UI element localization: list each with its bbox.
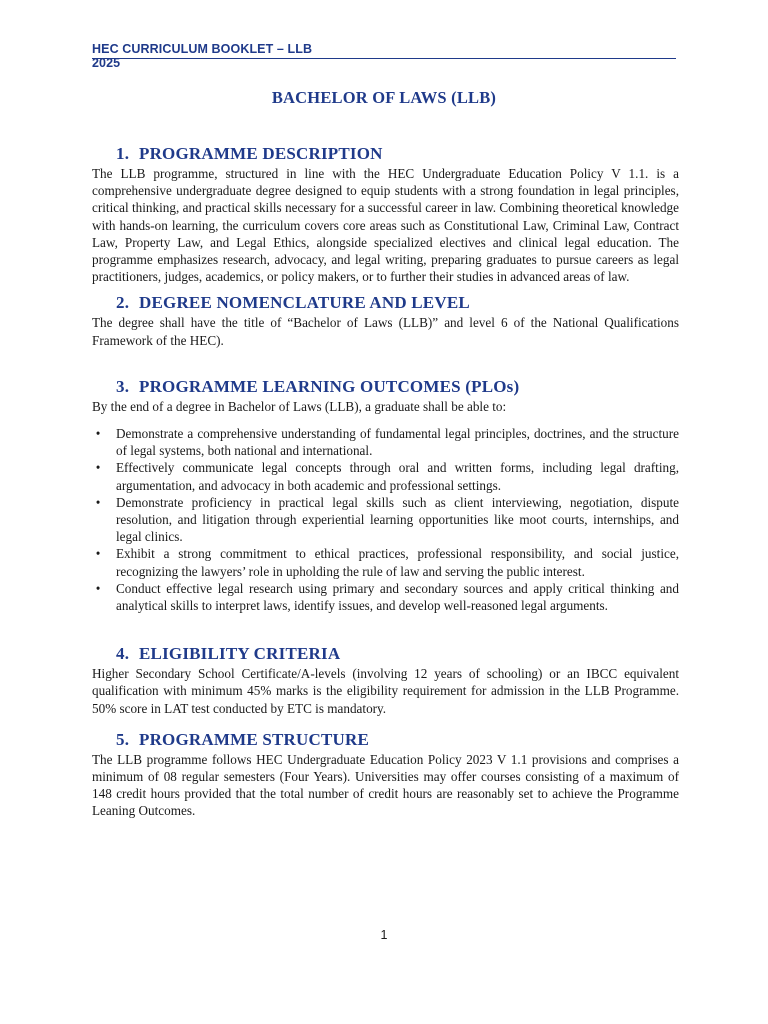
plo-text: Demonstrate a comprehensive understanding of fundamental legal principles, doctrines, and the structure of legal systems, both national and international. [116, 426, 679, 459]
plo-text: Exhibit a strong commitment to ethical practices, professional responsibility, and social justice, recognizing the lawyers’ role in upholding the rule of law and serving the public interest. [116, 546, 679, 579]
section-number: 4. [116, 644, 130, 664]
plo-text: Demonstrate proficiency in practical legal skills such as client interviewing, negotiation, dispute resolution, and litigation through experiential learning opportunities like moot courts, internships, and legal clinics. [116, 494, 679, 545]
header-divider [92, 58, 676, 59]
plo-item [92, 580, 679, 614]
document-body [92, 144, 679, 820]
section-heading-text: PROGRAMME STRUCTURE [139, 729, 369, 749]
bullet-icon: • [95, 426, 101, 442]
section-number: 1. [116, 144, 130, 163]
section-heading [92, 644, 679, 664]
plo-text: Conduct effective legal research using primary and secondary sources and apply critical thinking and analytical skills to interpret laws, identify issues, and develop well-reasoned legal arguments. [116, 580, 679, 614]
running-header: HEC CURRICULUM BOOKLET – LLB 2025 [92, 42, 313, 70]
section-heading [92, 293, 679, 313]
section-heading [92, 144, 679, 164]
plo-item [92, 459, 679, 493]
section-heading-text: DEGREE NOMENCLATURE AND LEVEL [139, 293, 470, 313]
section-eligibility-criteria [92, 644, 679, 717]
plo-item [92, 494, 679, 546]
plo-list [92, 425, 679, 614]
section-heading [92, 377, 679, 397]
section-number: 2. [116, 293, 130, 313]
page-number: 1 [380, 928, 388, 942]
section-body: The LLB programme follows HEC Undergraduate Education Policy 2023 V 1.1 provisions and comprises a minimum of 08 regular semesters (Four Years). Universities may offer courses consisting of a maximum of 148 credit hours provided that the total number of credit hours are reasonably set to achieve the Programme Leaning Outcomes. [92, 751, 679, 819]
section-number: 5. [116, 729, 130, 749]
bullet-icon: • [95, 580, 101, 596]
section-body: Higher Secondary School Certificate/A-levels (involving 12 years of schooling) or an IBCC equivalent qualification with minimum 45% marks is the eligibility requirement for admission in the LLB Programme. 50% score in LAT test conducted by ETC is mandatory. [92, 666, 679, 716]
plo-item [92, 425, 679, 459]
section-programme-description [92, 144, 679, 285]
section-heading-text: PROGRAMME LEARNING OUTCOMES (PLOs) [139, 376, 520, 396]
section-programme-structure [92, 730, 679, 820]
bullet-icon: • [95, 494, 101, 510]
plo-item [92, 545, 679, 579]
section-learning-outcomes [92, 377, 679, 614]
section-heading-text: PROGRAMME DESCRIPTION [139, 144, 383, 163]
bullet-icon: • [95, 546, 101, 562]
section-heading [92, 730, 679, 750]
section-body: The degree shall have the title of “Bachelor of Laws (LLB)” and level 6 of the National Qualifications Framework of the HEC). [92, 315, 679, 348]
plo-text: Effectively communicate legal concepts through oral and written forms, including legal drafting, argumentation, and advocacy in both academic and professional settings. [116, 460, 679, 493]
section-number: 3. [116, 376, 130, 396]
bullet-icon: • [95, 460, 101, 476]
section-intro: By the end of a degree in Bachelor of Laws (LLB), a graduate shall be able to: [92, 398, 507, 414]
section-heading-text: ELIGIBILITY CRITERIA [139, 644, 341, 664]
section-degree-nomenclature [92, 293, 679, 348]
section-body: The LLB programme, structured in line with the HEC Undergraduate Education Policy V 1.1. is a comprehensive undergraduate degree designed to equip students with a strong foundation in legal principles, critical thinking, and practical skills necessary for a successful career in law. Combining theoretical knowledge with hands-on learning, the curriculum covers core areas such as Constitutional Law, Criminal Law, Contract Law, Property Law, and Legal Ethics, alongside specialized electives and clinical legal education. The programme emphasizes research, advocacy, and legal writing, preparing graduates to pursue careers as legal practitioners, judges, academics, or policy makers, or to further their studies in advanced areas of law. [92, 166, 679, 285]
document-title: BACHELOR OF LAWS (LLB) [271, 88, 497, 107]
